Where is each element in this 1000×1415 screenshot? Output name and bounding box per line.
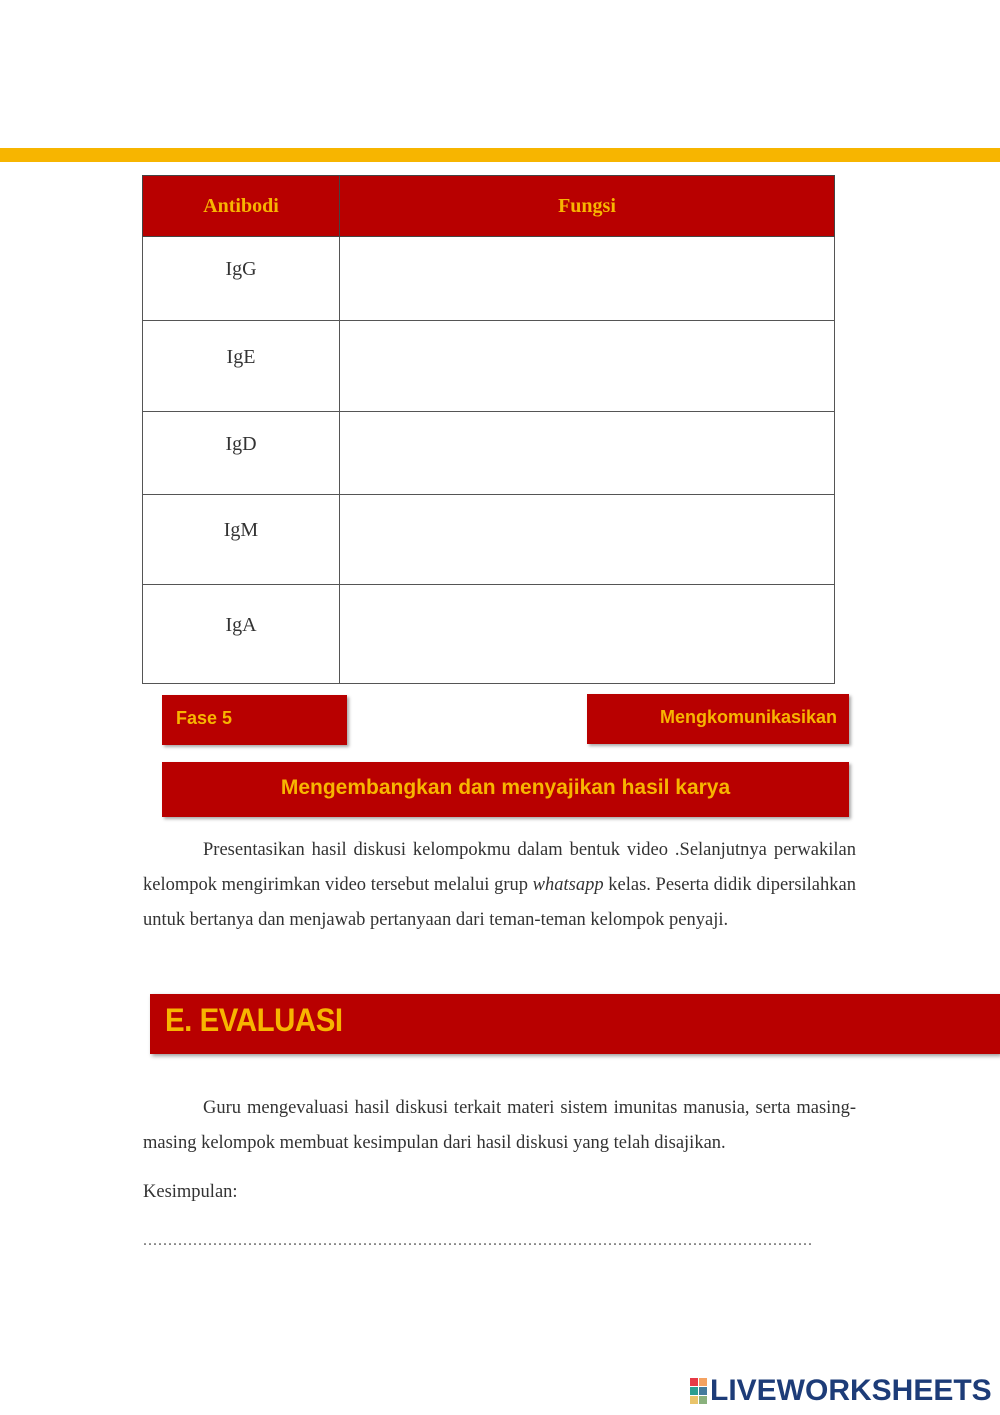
logo-square: [699, 1378, 707, 1386]
antibodi-cell: IgA: [143, 585, 340, 684]
phase-label: Fase 5: [162, 695, 347, 745]
fungsi-answer-cell[interactable]: [340, 412, 835, 495]
phase-title: Mengembangkan dan menyajikan hasil karya: [162, 762, 849, 817]
table-row: [143, 495, 835, 585]
logo-square: [690, 1378, 698, 1386]
fungsi-answer-cell[interactable]: [340, 237, 835, 321]
table-row: [143, 412, 835, 495]
fungsi-answer-cell[interactable]: [340, 321, 835, 412]
logo-square: [699, 1387, 707, 1395]
fungsi-answer-cell[interactable]: [340, 495, 835, 585]
logo-square: [690, 1396, 698, 1404]
evaluation-paragraph: [143, 1091, 856, 1161]
table-header-row: [143, 176, 835, 237]
antibodi-cell: IgD: [143, 412, 340, 495]
liveworksheets-logo-text: LIVEWORKSHEETS: [710, 1374, 992, 1407]
logo-square: [699, 1396, 707, 1404]
instruction-text-start: Presentasikan hasil diskusi kelompokmu dalam bentuk video .Selanjutnya perwakilan kelompok mengirimkan video tersebut melalui grup: [143, 840, 856, 895]
instruction-paragraph: [143, 833, 856, 938]
top-accent-bar: [0, 148, 1000, 162]
conclusion-answer-line[interactable]: ......................................................................................................................................: [143, 1232, 813, 1249]
liveworksheets-logo: [690, 1373, 990, 1409]
antibodi-cell: IgM: [143, 495, 340, 585]
logo-square: [690, 1387, 698, 1395]
fungsi-answer-cell[interactable]: [340, 585, 835, 684]
liveworksheets-logo-icon: [690, 1378, 707, 1404]
column-header-antibodi: Antibodi: [143, 176, 340, 237]
antibodi-cell: IgG: [143, 237, 340, 321]
instruction-text-end: kelas. Peserta didik dipersilahkan untuk bertanya dan menjawab pertanyaan dari teman-teman kelompok penyaji.: [143, 875, 856, 930]
column-header-fungsi: Fungsi: [340, 176, 835, 237]
conclusion-label: Kesimpulan:: [143, 1182, 238, 1202]
table-row: [143, 585, 835, 684]
antibody-table: [142, 175, 835, 684]
evaluation-text: Guru mengevaluasi hasil diskusi terkait materi sistem imunitas manusia, serta masing-masing kelompok membuat kesimpulan dari hasil diskusi yang telah disajikan.: [143, 1098, 856, 1153]
instruction-text-italic: whatsapp: [532, 875, 604, 895]
section-title: E. EVALUASI: [165, 1002, 343, 1038]
phase-name: Mengkomunikasikan: [587, 694, 849, 744]
antibodi-cell: IgE: [143, 321, 340, 412]
table-row: [143, 321, 835, 412]
section-header: [150, 994, 1000, 1054]
table-row: [143, 237, 835, 321]
